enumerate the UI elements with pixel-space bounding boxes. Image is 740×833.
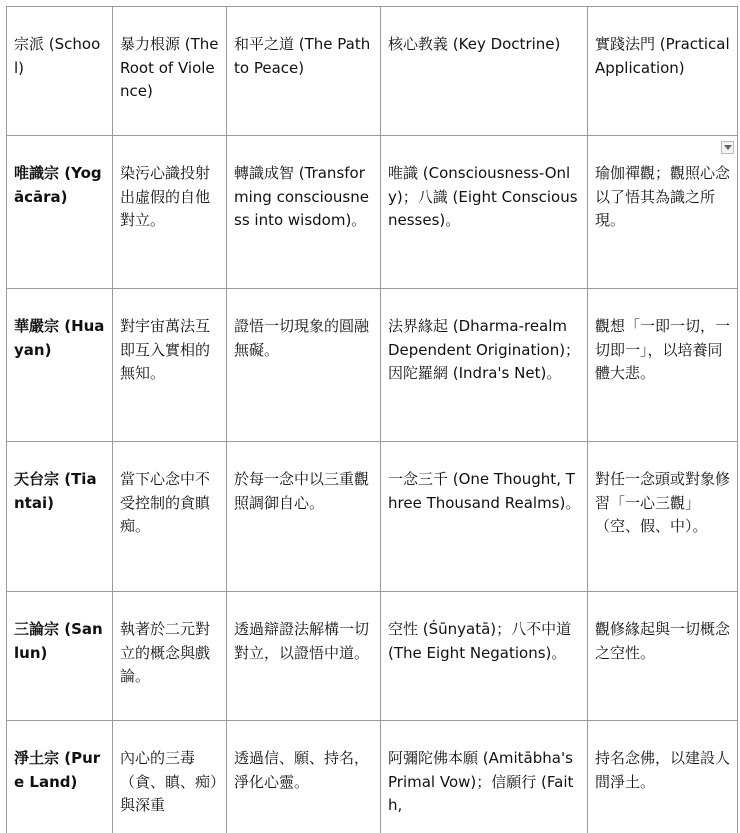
table-cell[interactable]: 唯識 (Consciousness-Only)；八識 (Eight Consciousnesses)。 [381,136,588,289]
table-cell[interactable]: 染污心識投射出虛假的自他對立。 [113,136,227,289]
table-cell[interactable]: 觀修緣起與一切概念之空性。 [588,592,738,721]
table-cell[interactable]: 透過信、願、持名，淨化心靈。 [227,721,381,833]
table-cell[interactable]: 法界緣起 (Dharma-realm Dependent Origination)；因陀羅網 (Indra's Net)。 [381,289,588,442]
table-cell[interactable]: 阿彌陀佛本願 (Amitābha's Primal Vow)；信願行 (Faith, [381,721,588,833]
table-cell[interactable]: 對宇宙萬法互即互入實相的無知。 [113,289,227,442]
table-cell[interactable]: 空性 (Śūnyatā)；八不中道 (The Eight Negations)。 [381,592,588,721]
table-row [7,592,738,721]
cell-text: 瑜伽禪觀；觀照心念以了悟其為識之所現。 [595,164,731,229]
header-cell-key-doctrine[interactable]: 核心教義 (Key Doctrine) [381,7,588,136]
table-row [7,442,738,592]
table-cell-selected[interactable] [588,136,738,289]
table-row [7,136,738,289]
table-cell[interactable]: 執著於二元對立的概念與戲論。 [113,592,227,721]
table-cell[interactable]: 轉識成智 (Transforming consciousness into wisdom)。 [227,136,381,289]
table-cell[interactable]: 於每一念中以三重觀照調御自心。 [227,442,381,592]
buddhist-schools-table [6,6,738,833]
header-cell-practical-application[interactable]: 實踐法門 (Practical Application) [588,7,738,136]
table-cell[interactable]: 內心的三毒（貪、瞋、痴）與深重 [113,721,227,833]
table-row [7,721,738,833]
header-row [7,7,738,136]
chevron-down-icon[interactable] [721,141,734,154]
table-cell-school[interactable]: 唯識宗 (Yogācāra) [7,136,113,289]
table-cell-school[interactable]: 華嚴宗 (Huayan) [7,289,113,442]
table-cell[interactable]: 當下心念中不受控制的貪瞋痴。 [113,442,227,592]
table-cell[interactable]: 證悟一切現象的圓融無礙。 [227,289,381,442]
table-cell[interactable]: 觀想「一即一切，一切即一」，以培養同體大悲。 [588,289,738,442]
header-cell-school[interactable]: 宗派 (School) [7,7,113,136]
table-cell[interactable]: 持名念佛，以建設人間淨土。 [588,721,738,833]
header-cell-path-to-peace[interactable]: 和平之道 (The Path to Peace) [227,7,381,136]
header-cell-root-of-violence[interactable]: 暴力根源 (The Root of Violence) [113,7,227,136]
table-cell-school[interactable]: 淨土宗 (Pure Land) [7,721,113,833]
table-cell-school[interactable]: 三論宗 (Sanlun) [7,592,113,721]
table-row [7,289,738,442]
table-cell[interactable]: 透過辯證法解構一切對立，以證悟中道。 [227,592,381,721]
table-cell-school[interactable]: 天台宗 (Tiantai) [7,442,113,592]
table-cell[interactable]: 對任一念頭或對象修習「一心三觀」（空、假、中）。 [588,442,738,592]
table-cell[interactable]: 一念三千 (One Thought, Three Thousand Realms)。 [381,442,588,592]
